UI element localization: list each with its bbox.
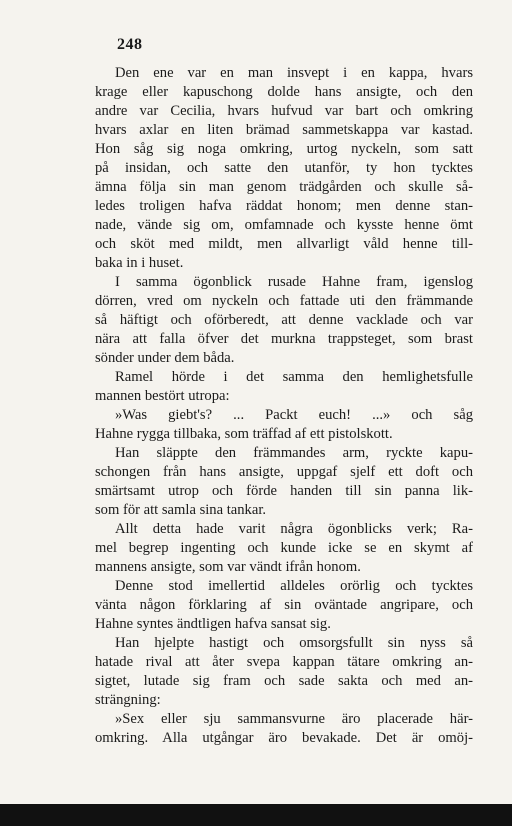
text-line: Hahne syntes ändtligen hafva sansat sig. [95,616,331,632]
text-line: Ramel hörde i det samma den hemlighetsfulle [115,369,473,385]
page-number: 248 [117,36,143,53]
text-line: Den ene var en man insvept i en kappa, hvars [115,65,473,81]
text-line: krage eller kapuschong dolde hans ansigte, och den [95,84,473,100]
text-line: hvars axlar en liten brämad sammetskappa var kastad. [95,122,473,138]
body-text [95,64,473,748]
text-line: sigtet, lutade sig fram och sade sakta och med an- [95,673,473,689]
text-line: hatade rival att åter svepa kappan tätare omkring an- [95,654,473,670]
text-line: på insidan, och satte den utanför, ty hon tycktes [95,160,473,176]
text-line: Hahne rygga tillbaka, som träffad af ett pistolskott. [95,426,393,442]
text-line: »Sex eller sju sammansvurne äro placerade här- [115,711,473,727]
text-line: baka in i huset. [95,255,184,271]
text-line: så häftigt och oförberedt, att denne vacklade och var [95,312,473,328]
text-line: smärtsamt utrop och förde handen till sin panna lik- [95,483,473,499]
text-line: sönder under dem båda. [95,350,235,366]
text-line: dörren, vred om nyckeln och fattade uti den främmande [95,293,473,309]
text-line: Allt detta hade varit några ögonblicks verk; Ra- [115,521,473,537]
text-line: Hon såg sig noga omkring, urtog nyckeln, som satt [95,141,473,157]
text-line: andre var Cecilia, hvars hufvud var bart och omkring [95,103,473,119]
text-line: schongen från hans ansigte, uppgaf sjelf ett doft och [95,464,473,480]
text-line: mannens ansigte, som var vändt ifrån honom. [95,559,361,575]
text-line: nära att falla öfver det murkna trappsteget, som brast [95,331,473,347]
text-line: ämna följa sin man genom trädgården och skulle så- [95,179,473,195]
text-line: »Was giebt's? ... Packt euch! ...» och såg [115,407,473,423]
text-line: omkring. Alla utgångar äro bevakade. Det är omöj- [95,730,473,746]
text-line: Han hjelpte hastigt och omsorgsfullt sin nyss så [115,635,473,651]
page-bottom-edge [0,804,512,826]
text-line: och sköt med mildt, men allvarligt våld henne till- [95,236,473,252]
text-line: nade, vände sig om, omfamnade och kysste henne ömt [95,217,473,233]
text-line: som för att samla sina tankar. [95,502,267,518]
text-line: strängning: [95,692,161,708]
text-line: Han släppte den främmandes arm, ryckte kapu- [115,445,473,461]
text-line: I samma ögonblick rusade Hahne fram, igenslog [115,274,473,290]
text-line: Denne stod imellertid alldeles orörlig och tycktes [115,578,473,594]
text-line: ledes troligen hafva räddat honom; men denne stan- [95,198,473,214]
text-line: mel begrep ingenting och kunde icke se en skymt af [95,540,473,556]
text-line: vänta någon förklaring af sin oväntade angripare, och [95,597,473,613]
text-line: mannen bestört utropa: [95,388,230,404]
